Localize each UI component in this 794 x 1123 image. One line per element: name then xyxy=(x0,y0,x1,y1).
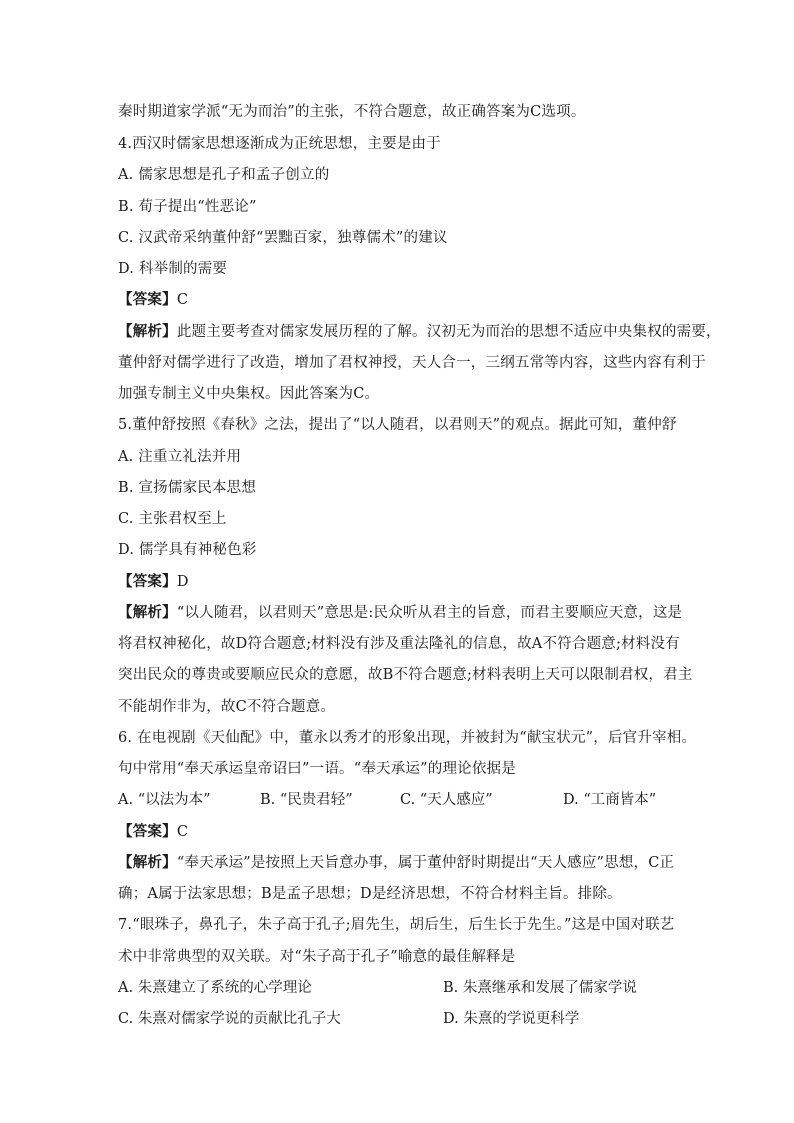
analysis-text: “奉天承运”是按照上天旨意办事，属于董仲舒时期提出“天人感应”思想，C正 xyxy=(176,855,675,871)
question-7-stem-line: 术中非常典型的双关联。对“朱子高于孔子”喻意的最佳解释是 xyxy=(118,949,516,965)
question-6-option-b: B. “民贵君轻” xyxy=(260,792,353,808)
analysis-label: 【解析】 xyxy=(118,323,177,340)
answer-value: C xyxy=(176,824,189,840)
question-5-option-d: D. 儒学具有神秘色彩 xyxy=(118,542,257,558)
question-5-option-a: A. 注重立礼法并用 xyxy=(118,449,242,465)
question-5-option-b: B. 宣扬儒家民本思想 xyxy=(118,480,257,496)
question-4-option-c: C. 汉武帝采纳董仲舒“罢黜百家，独尊儒术”的建议 xyxy=(118,230,448,246)
question-5-answer xyxy=(118,572,189,592)
question-7-option-c: C. 朱熹对儒家学说的贡献比孔子大 xyxy=(118,1011,341,1027)
question-7-option-b: B. 朱熹继承和发展了儒家学说 xyxy=(443,980,637,996)
question-5-analysis-line: 将君权神秘化，故D符合题意;材料没有涉及重法隆礼的信息，故A不符合题意;材料没有 xyxy=(118,636,680,652)
answer-label: 【答案】 xyxy=(118,573,177,590)
answer-value: C xyxy=(176,292,189,308)
question-5-analysis-line: 突出民众的尊贵或要顺应民众的意愿，故B不符合题意;材料表明上天可以限制君权，君主 xyxy=(118,667,693,683)
question-6-option-c: C. “天人感应” xyxy=(400,792,493,808)
analysis-text: “以人随君，以君则天”意思是:民众听从君主的旨意，而君主要顺应天意，这是 xyxy=(176,605,683,621)
question-6-stem-line: 句中常用“奉天承运皇帝诏曰”一语。“奉天承运”的理论依据是 xyxy=(118,761,516,777)
question-7-option-d: D. 朱熹的学说更科学 xyxy=(443,1011,580,1027)
question-6-analysis-line: 确；A属于法家思想；B是孟子思想；D是经济思想，不符合材料主旨。排除。 xyxy=(118,886,622,902)
question-6-option-a: A. “以法为本” xyxy=(118,792,211,808)
question-5-analysis xyxy=(118,603,682,623)
question-5-option-c: C. 主张君权至上 xyxy=(118,511,227,527)
analysis-label: 【解析】 xyxy=(118,854,177,871)
question-5-stem: 5.董仲舒按照《春秋》之法，提出了“以人随君，以君则天”的观点。据此可知，董仲舒 xyxy=(118,417,677,433)
question-4-analysis-line: 加强专制主义中央集权。因此答案为C。 xyxy=(118,386,380,402)
question-6-option-d: D. “工商皆本” xyxy=(563,792,657,808)
text-line: 秦时期道家学派“无为而治”的主张，不符合题意，故正确答案为C选项。 xyxy=(118,104,586,120)
question-6-analysis xyxy=(118,853,674,873)
question-6-stem: 6. 在电视剧《天仙配》中，董永以秀才的形象出现，并被封为“献宝状元”，后官升宰相。 xyxy=(118,730,697,746)
analysis-label: 【解析】 xyxy=(118,604,177,621)
analysis-text: 此题主要考查对儒家发展历程的了解。汉初无为而治的思想不适应中央集权的需要， xyxy=(176,324,721,340)
question-4-option-a: A. 儒家思想是孔子和孟子创立的 xyxy=(118,167,330,183)
question-4-stem: 4.西汉时儒家思想逐渐成为正统思想，主要是由于 xyxy=(118,136,441,152)
question-4-analysis xyxy=(118,322,721,342)
answer-label: 【答案】 xyxy=(118,823,177,840)
question-4-analysis-line: 董仲舒对儒学进行了改造，增加了君权神授，天人合一，三纲五常等内容，这些内容有利于 xyxy=(118,355,706,371)
answer-label: 【答案】 xyxy=(118,291,177,308)
answer-value: D xyxy=(176,574,189,590)
question-4-answer xyxy=(118,290,188,310)
question-6-answer xyxy=(118,822,188,842)
question-7-stem: 7.“眼珠子，鼻孔子，朱子高于孔子;眉先生，胡后生，后生长于先生。”这是中国对联艺 xyxy=(118,917,675,933)
question-7-option-a: A. 朱熹建立了系统的心学理论 xyxy=(118,980,312,996)
question-4-option-b: B. 荀子提出“性恶论” xyxy=(118,199,257,215)
question-4-option-d: D. 科举制的需要 xyxy=(118,261,228,277)
question-5-analysis-line: 不能胡作非为，故C不符合题意。 xyxy=(118,699,336,715)
